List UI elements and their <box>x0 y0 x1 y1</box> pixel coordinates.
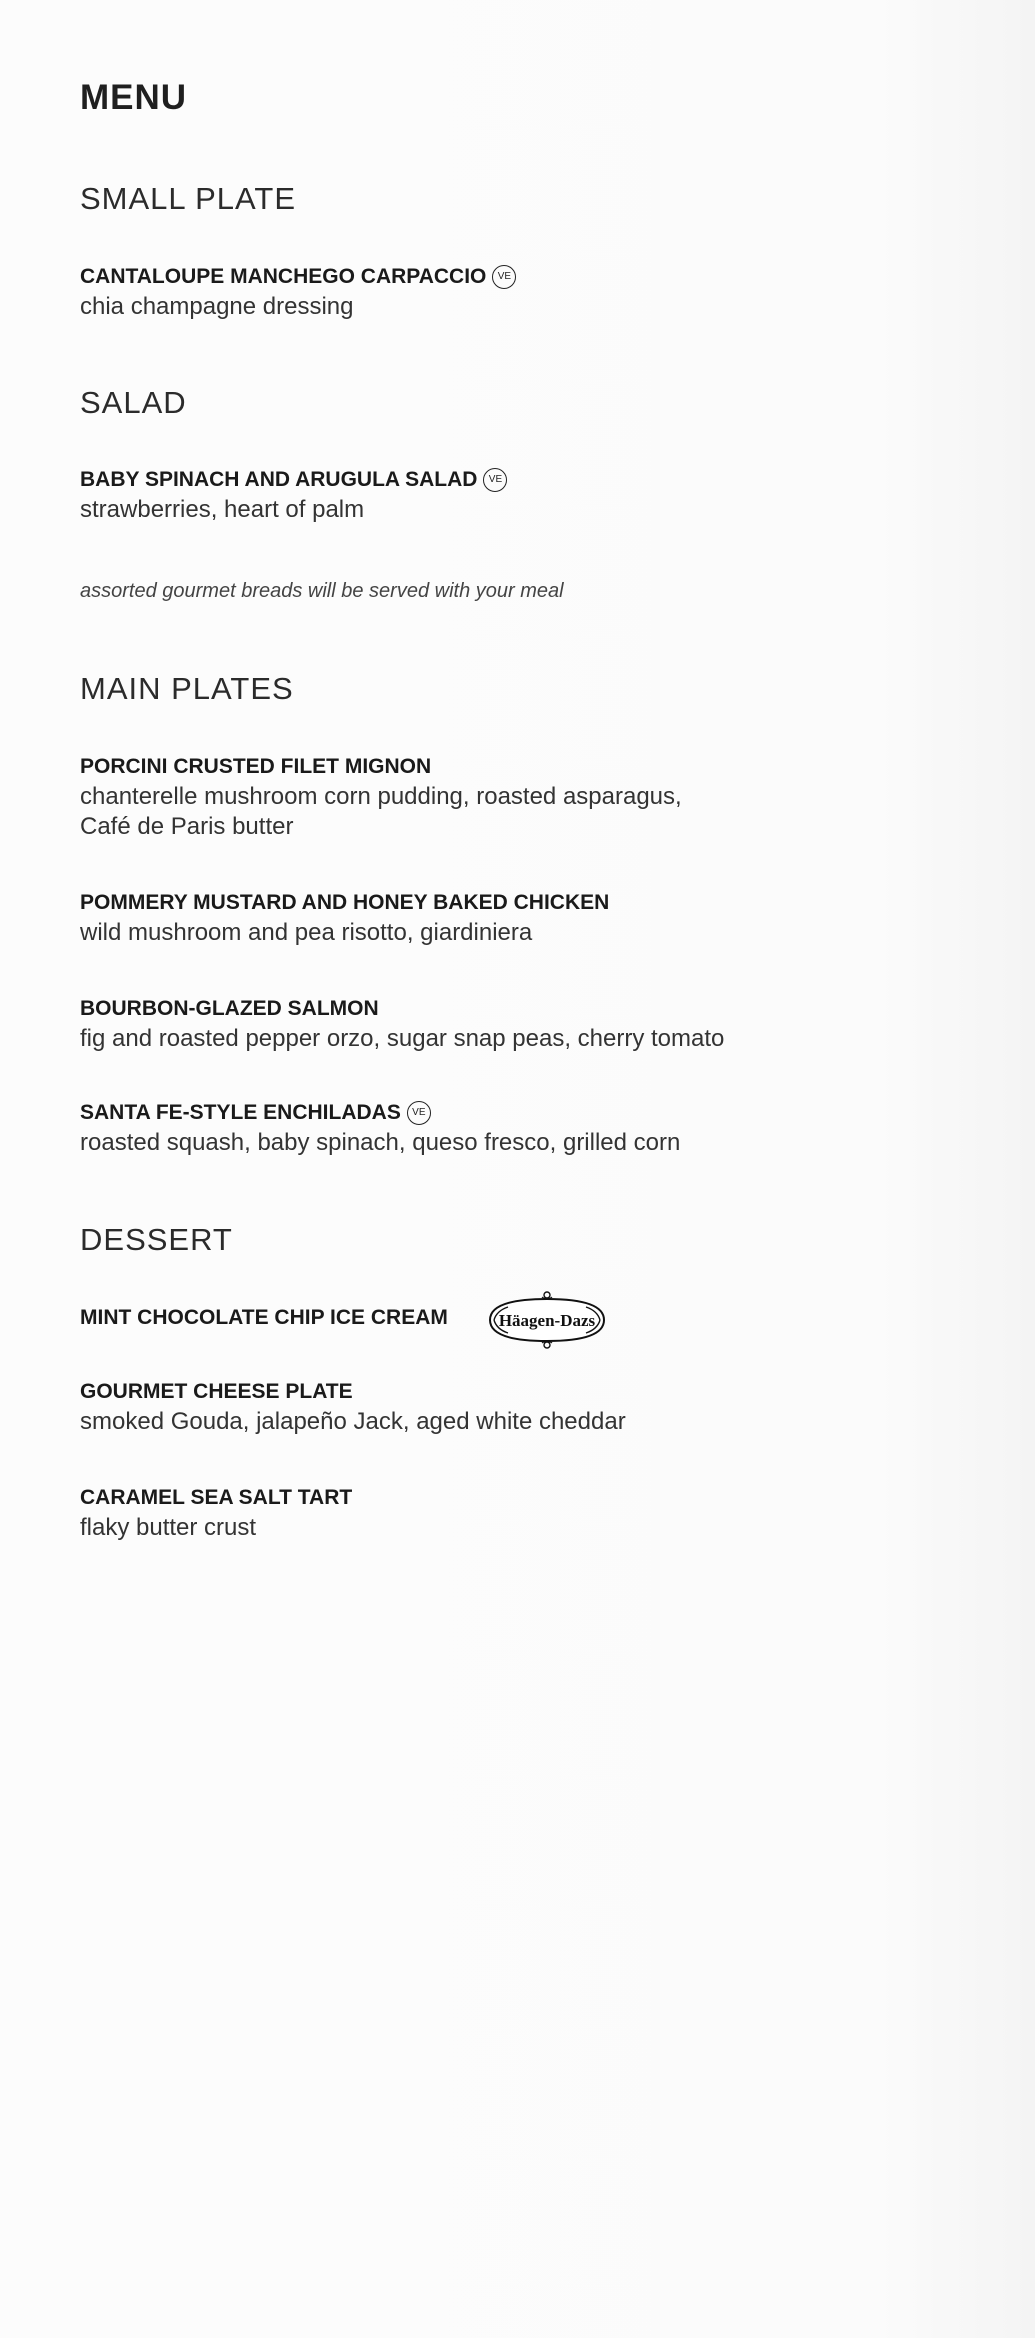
item-name-text: PORCINI CRUSTED FILET MIGNON <box>80 755 432 778</box>
section-heading-small-plate: SMALL PLATE <box>80 181 297 216</box>
menu-item-name <box>80 1483 352 1513</box>
menu-item-name <box>80 994 379 1024</box>
item-name-text: BOURBON-GLAZED SALMON <box>80 997 379 1020</box>
item-name-text: POMMERY MUSTARD AND HONEY BAKED CHICKEN <box>80 891 610 914</box>
vegan-badge-icon: VE <box>483 468 507 492</box>
menu-item-description: flaky butter crust <box>80 1514 257 1541</box>
menu-item-name <box>80 465 507 495</box>
menu-item-description: smoked Gouda, jalapeño Jack, aged white cheddar <box>80 1408 626 1435</box>
logo-text: Häagen-Dazs <box>498 1311 596 1330</box>
menu-item-description: chanterelle mushroom corn pudding, roasted asparagus, <box>80 783 682 810</box>
section-heading-salad: SALAD <box>80 385 187 420</box>
item-name-text: SANTA FE-STYLE ENCHILADAS <box>80 1101 401 1124</box>
menu-item-description: roasted squash, baby spinach, queso fresco, grilled corn <box>80 1129 681 1156</box>
item-name-text: CANTALOUPE MANCHEGO CARPACCIO <box>80 265 487 288</box>
item-name-text: MINT CHOCOLATE CHIP ICE CREAM <box>80 1306 448 1329</box>
menu-item-name <box>80 1098 431 1128</box>
menu-item-description: chia champagne dressing <box>80 293 354 320</box>
menu-item-name <box>80 888 609 918</box>
menu-title: MENU <box>80 78 188 117</box>
vegan-badge-icon: VE <box>492 265 516 289</box>
item-name-text: GOURMET CHEESE PLATE <box>80 1380 353 1403</box>
menu-item-name <box>80 262 516 292</box>
vegan-badge-icon: VE <box>407 1101 431 1125</box>
menu-item-description: fig and roasted pepper orzo, sugar snap peas, cherry tomato <box>80 1025 725 1052</box>
haagen-dazs-logo-icon <box>482 1285 612 1355</box>
menu-item-name <box>80 1303 448 1333</box>
bread-note: assorted gourmet breads will be served with your meal <box>80 580 564 602</box>
menu-item-description: wild mushroom and pea risotto, giardiniera <box>80 919 533 946</box>
section-heading-main-plates: MAIN PLATES <box>80 671 294 706</box>
menu-item-name <box>80 752 431 782</box>
item-name-text: BABY SPINACH AND ARUGULA SALAD <box>80 468 478 491</box>
haagen-dazs-logo <box>482 1285 612 1355</box>
menu-item-description: strawberries, heart of palm <box>80 496 365 523</box>
item-name-text: CARAMEL SEA SALT TART <box>80 1486 353 1509</box>
section-heading-dessert: DESSERT <box>80 1222 233 1257</box>
menu-item-description: Café de Paris butter <box>80 813 294 840</box>
menu-item-name <box>80 1377 353 1407</box>
